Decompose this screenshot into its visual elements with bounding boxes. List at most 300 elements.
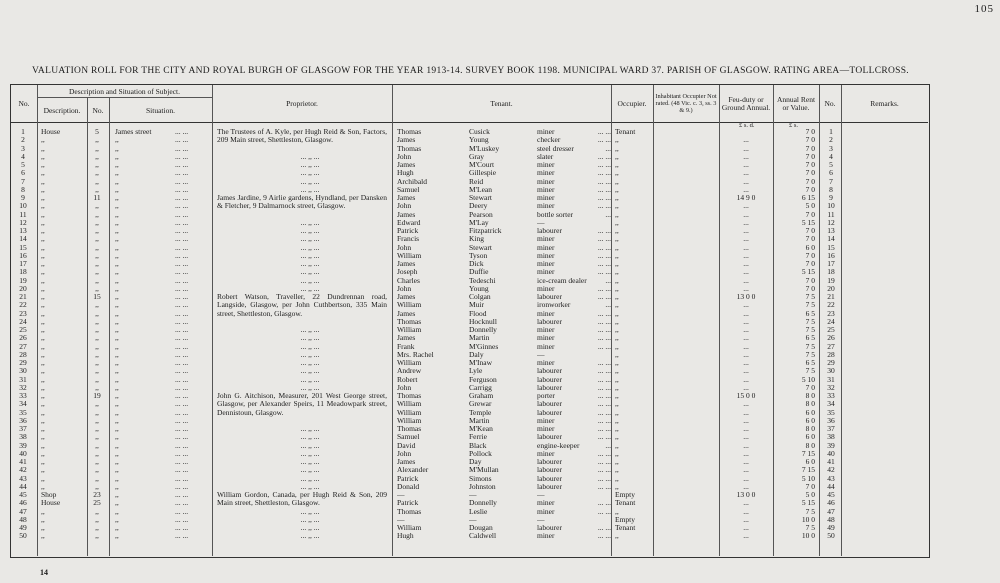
cell-occupation: miner	[537, 425, 555, 433]
cell-house-number: ,,	[95, 524, 99, 532]
cell-occupier: ,,	[615, 161, 619, 169]
header-proprietor: Proprietor.	[286, 98, 318, 108]
cell-description: ,,	[41, 375, 45, 384]
cell-row-number: 36	[19, 416, 27, 425]
cell-feu-duty: ...	[743, 243, 749, 252]
cell-dots: ... ...	[175, 433, 189, 442]
table-row	[11, 376, 928, 384]
cell-dots: ... ...	[597, 499, 611, 508]
cell-tenant-forename: Alexander	[397, 466, 429, 475]
cell-proprietor-ditto: ... ,, ...	[300, 268, 320, 277]
cell-description: ,,	[41, 276, 45, 285]
cell-dots: ... ...	[175, 169, 189, 178]
cell-row-number-right: 27	[827, 342, 835, 351]
table-row	[11, 458, 928, 466]
cell-row-number-right: 26	[827, 334, 835, 343]
cell-tenant-surname: Day	[469, 458, 482, 466]
cell-description: House	[41, 499, 61, 508]
cell-tenant-forename: Samuel	[397, 185, 420, 194]
cell-house-number: 23	[93, 491, 101, 499]
cell-feu-duty: ...	[743, 524, 749, 532]
cell-situation: ,,	[115, 491, 119, 499]
cell-occupation: miner	[537, 342, 555, 351]
cell-description: ,,	[41, 383, 45, 392]
cell-tenant-forename: Thomas	[397, 392, 422, 400]
cell-annual-value: 7 0	[805, 284, 815, 293]
cell-feu-duty: ...	[743, 400, 749, 409]
cell-annual-value: 7 0	[805, 235, 815, 244]
cell-feu-duty: ...	[743, 210, 749, 219]
cell-dots: ... ...	[175, 408, 189, 417]
cell-occupier: ,,	[615, 235, 619, 244]
cell-situation: ,,	[115, 392, 119, 400]
cell-dots: ... ...	[597, 466, 611, 475]
cell-row-number-right: 10	[827, 202, 835, 211]
cell-dots: ... ...	[175, 425, 189, 433]
cell-feu-duty: ...	[743, 161, 749, 169]
cell-tenant-forename: John	[397, 449, 412, 458]
cell-annual-value: 6 5	[805, 359, 815, 367]
cell-row-number-right: 40	[827, 449, 835, 458]
cell-dots: ... ...	[175, 152, 189, 161]
cell-house-number: 25	[93, 499, 101, 508]
table-row	[11, 450, 928, 458]
cell-tenant-surname: Young	[469, 136, 489, 145]
cell-annual-value: 5 10	[801, 375, 815, 384]
cell-occupation: ironworker	[537, 301, 571, 310]
cell-row-number: 20	[19, 284, 27, 293]
cell-proprietor-ditto: ... ,, ...	[300, 482, 320, 491]
cell-tenant-surname: Grewar	[469, 400, 492, 409]
cell-description: ,,	[41, 161, 45, 169]
cell-row-number: 49	[19, 524, 27, 532]
table-row	[11, 301, 928, 309]
cell-feu-duty: ...	[743, 416, 749, 425]
cell-annual-value: 6 5	[805, 309, 815, 318]
cell-occupation: labourer	[537, 458, 562, 466]
cell-situation: ,,	[115, 499, 119, 508]
header-feu: Feu-duty or Ground Annual.	[721, 94, 771, 112]
cell-feu-duty: ...	[743, 532, 749, 541]
cell-dots: ... ...	[597, 474, 611, 483]
cell-dots: ... ...	[175, 466, 189, 475]
cell-dots: ... ...	[175, 210, 189, 219]
cell-dots: ... ...	[597, 449, 611, 458]
table-row	[11, 178, 928, 186]
cell-dots: ... ...	[175, 128, 189, 136]
cell-description: ,,	[41, 449, 45, 458]
cell-annual-value: 7 0	[805, 161, 815, 169]
cell-situation: ,,	[115, 218, 119, 227]
cell-row-number: 30	[19, 367, 27, 376]
cell-house-number: ,,	[95, 532, 99, 541]
cell-annual-value: 7 0	[805, 251, 815, 260]
cell-description: ,,	[41, 301, 45, 310]
cell-situation: ,,	[115, 367, 119, 376]
cell-house-number: ,,	[95, 210, 99, 219]
cell-proprietor-ditto: ... ,, ...	[300, 326, 320, 334]
table-row	[11, 425, 928, 433]
cell-house-number: ,,	[95, 458, 99, 466]
cell-house-number: ,,	[95, 317, 99, 326]
cell-description: ,,	[41, 152, 45, 161]
cell-dots: ... ...	[597, 268, 611, 277]
cell-tenant-surname: King	[469, 235, 484, 244]
cell-dots: ... ...	[175, 194, 189, 202]
cell-row-number-right: 32	[827, 383, 835, 392]
cell-feu-duty: 14 9 0	[736, 194, 756, 202]
cell-row-number: 29	[19, 359, 27, 367]
cell-description: ,,	[41, 524, 45, 532]
cell-row-number: 45	[19, 491, 27, 499]
cell-occupier: ,,	[615, 276, 619, 285]
cell-dots: ... ...	[175, 309, 189, 318]
cell-description: ,,	[41, 144, 45, 153]
cell-tenant-surname: Dougan	[469, 524, 493, 532]
cell-feu-duty: ...	[743, 218, 749, 227]
cell-row-number: 13	[19, 227, 27, 235]
cell-tenant-forename: William	[397, 524, 422, 532]
cell-dots: ... ...	[175, 515, 189, 524]
header-description: Description.	[43, 105, 81, 115]
cell-house-number: ,,	[95, 301, 99, 310]
cell-tenant-forename: William	[397, 416, 422, 425]
cell-tenant-forename: Samuel	[397, 433, 420, 442]
cell-occupier: ,,	[615, 309, 619, 318]
cell-annual-value: 6 0	[805, 458, 815, 466]
cell-dots: ... ...	[175, 161, 189, 169]
cell-occupation: miner	[537, 268, 555, 277]
cell-tenant-surname: Deery	[469, 202, 488, 211]
cell-occupation: miner	[537, 251, 555, 260]
cell-description: ,,	[41, 334, 45, 343]
cell-occupier: ,,	[615, 293, 619, 301]
cell-tenant-forename: John	[397, 202, 412, 211]
cell-annual-value: 7 5	[805, 507, 815, 516]
cell-row-number: 37	[19, 425, 27, 433]
cell-description: ,,	[41, 202, 45, 211]
cell-situation: ,,	[115, 350, 119, 359]
cell-tenant-forename: Donald	[397, 482, 420, 491]
cell-proprietor-ditto: ... ,, ...	[300, 449, 320, 458]
cell-tenant-surname: M'Court	[469, 161, 495, 169]
cell-description: ,,	[41, 227, 45, 235]
cell-feu-duty: ...	[743, 317, 749, 326]
cell-tenant-forename: Patrick	[397, 474, 419, 483]
cell-proprietor-ditto: ... ,, ...	[300, 507, 320, 516]
cell-row-number-right: 35	[827, 408, 835, 417]
cell-occupier: ,,	[615, 218, 619, 227]
cell-row-number: 7	[21, 177, 25, 186]
cell-feu-duty: ...	[743, 433, 749, 442]
cell-dots: ... ...	[597, 128, 611, 136]
table-row	[11, 499, 928, 507]
cell-row-number-right: 17	[827, 260, 835, 268]
cell-annual-value: 5 0	[805, 491, 815, 499]
cell-feu-duty: ...	[743, 284, 749, 293]
cell-occupation: miner	[537, 169, 555, 178]
cell-house-number: ,,	[95, 202, 99, 211]
cell-house-number: ,,	[95, 177, 99, 186]
cell-occupation: labourer	[537, 524, 562, 532]
cell-description: ,,	[41, 293, 45, 301]
cell-tenant-surname: Donnelly	[469, 326, 497, 334]
cell-description: ,,	[41, 268, 45, 277]
cell-house-number: ,,	[95, 243, 99, 252]
table-row	[11, 285, 928, 293]
cell-tenant-forename: Joseph	[397, 268, 418, 277]
table-row	[11, 334, 928, 342]
cell-row-number: 50	[19, 532, 27, 541]
cell-house-number: ,,	[95, 284, 99, 293]
cell-row-number: 27	[19, 342, 27, 351]
cell-situation: ,,	[115, 194, 119, 202]
cell-row-number-right: 38	[827, 433, 835, 442]
cell-house-number: ,,	[95, 367, 99, 376]
cell-row-number: 33	[19, 392, 27, 400]
cell-house-number: ,,	[95, 449, 99, 458]
cell-row-number: 1	[21, 128, 25, 136]
cell-proprietor-ditto: ... ,, ...	[300, 276, 320, 285]
cell-occupier: ,,	[615, 449, 619, 458]
cell-tenant-surname: M'Lay	[469, 218, 489, 227]
cell-row-number-right: 33	[827, 392, 835, 400]
cell-occupier: ,,	[615, 260, 619, 268]
cell-proprietor-ditto: ... ,, ...	[300, 359, 320, 367]
cell-tenant-forename: William	[397, 326, 422, 334]
cell-row-number-right: 4	[829, 152, 833, 161]
cell-annual-value: 7 15	[801, 466, 815, 475]
cell-situation: ,,	[115, 268, 119, 277]
cell-row-number-right: 44	[827, 482, 835, 491]
cell-proprietor-ditto: ... ,, ...	[300, 458, 320, 466]
cell-dots: ... ...	[175, 350, 189, 359]
cell-dots: ... ...	[597, 260, 611, 268]
header-description-group: Description and Situation of Subject.	[68, 86, 181, 96]
cell-tenant-surname: Daly	[469, 350, 484, 359]
cell-house-number: ,,	[95, 218, 99, 227]
cell-annual-value: 7 0	[805, 177, 815, 186]
cell-house-number: 19	[93, 392, 101, 400]
cell-tenant-surname: Hocknull	[469, 317, 497, 326]
header-remarks: Remarks.	[870, 98, 899, 108]
cell-annual-value: 7 5	[805, 350, 815, 359]
cell-house-number: ,,	[95, 144, 99, 153]
cell-situation: ,,	[115, 408, 119, 417]
cell-occupation: labourer	[537, 293, 562, 301]
cell-dots: ... ...	[175, 243, 189, 252]
cell-tenant-forename: Patrick	[397, 499, 419, 508]
cell-dots: ... ...	[597, 416, 611, 425]
cell-occupier: ,,	[615, 507, 619, 516]
cell-occupier: ,,	[615, 185, 619, 194]
cell-feu-duty: ...	[743, 268, 749, 277]
proprietor-entry: John G. Aitchison, Measurer, 201 West George street, Glasgow, per Alexander Speirs, 11 Meadowpark street, Dennistoun, Glasgow.	[217, 391, 387, 417]
cell-dots: ... ...	[597, 235, 611, 244]
cell-occupation: miner	[537, 243, 555, 252]
cell-annual-value: 7 0	[805, 482, 815, 491]
cell-dots: ... ...	[175, 326, 189, 334]
cell-occupation: bottle sorter	[537, 210, 574, 219]
cell-feu-duty: 15 0 0	[736, 392, 756, 400]
cell-situation: ,,	[115, 474, 119, 483]
cell-dots: ... ...	[597, 185, 611, 194]
cell-dots: ... ...	[597, 458, 611, 466]
cell-tenant-surname: Colgan	[469, 293, 491, 301]
cell-annual-value: 7 0	[805, 169, 815, 178]
cell-house-number: ,,	[95, 152, 99, 161]
cell-row-number: 41	[19, 458, 27, 466]
cell-tenant-surname: Young	[469, 284, 489, 293]
cell-description: ,,	[41, 482, 45, 491]
table-row	[11, 466, 928, 474]
cell-feu-duty: ...	[743, 334, 749, 343]
cell-tenant-forename: James	[397, 210, 416, 219]
cell-dots: ... ...	[597, 375, 611, 384]
cell-occupier: ,,	[615, 474, 619, 483]
cell-feu-duty: ...	[743, 367, 749, 376]
page-heading: VALUATION ROLL FOR THE CITY AND ROYAL BURGH OF GLASGOW FOR THE YEAR 1913-14. SURVEY BOOK 1198. MUNICIPAL WARD 37. PARISH OF GLASGOW. RATING AREA—TOLLCROSS.	[32, 66, 909, 76]
cell-occupation: miner	[537, 449, 555, 458]
cell-situation: ,,	[115, 458, 119, 466]
header-rent: Annual Rent or Value.	[776, 94, 816, 112]
cell-dots: ... ...	[597, 177, 611, 186]
cell-situation: ,,	[115, 400, 119, 409]
cell-tenant-forename: James	[397, 194, 416, 202]
table-row	[11, 400, 928, 408]
cell-description: ,,	[41, 169, 45, 178]
cell-occupation: miner	[537, 194, 555, 202]
cell-occupier: Tenant	[615, 499, 636, 508]
cell-annual-value: 7 0	[805, 136, 815, 145]
table-row	[11, 235, 928, 243]
cell-situation: ,,	[115, 532, 119, 541]
cell-occupation: miner	[537, 177, 555, 186]
cell-occupation: —	[537, 491, 545, 499]
cell-tenant-forename: James	[397, 161, 416, 169]
cell-occupation: slater	[537, 152, 554, 161]
cell-occupation: labourer	[537, 383, 562, 392]
cell-tenant-surname: —	[469, 515, 477, 524]
cell-annual-value: 6 0	[805, 416, 815, 425]
cell-tenant-surname: Carrigg	[469, 383, 492, 392]
cell-occupier: ,,	[615, 136, 619, 145]
cell-proprietor-ditto: ... ,, ...	[300, 474, 320, 483]
cell-situation: ,,	[115, 326, 119, 334]
cell-proprietor-ditto: ... ,, ...	[300, 152, 320, 161]
cell-tenant-forename: William	[397, 400, 422, 409]
cell-proprietor-ditto: ... ,, ...	[300, 524, 320, 532]
cell-tenant-surname: Ferguson	[469, 375, 497, 384]
cell-occupier: ,,	[615, 326, 619, 334]
cell-proprietor-ditto: ... ,, ...	[300, 515, 320, 524]
cell-row-number: 11	[19, 210, 27, 219]
cell-proprietor-ditto: ... ,, ...	[300, 235, 320, 244]
cell-tenant-forename: John	[397, 152, 412, 161]
cell-feu-duty: ...	[743, 276, 749, 285]
cell-tenant-forename: John	[397, 284, 412, 293]
cell-tenant-surname: Stewart	[469, 194, 492, 202]
cell-tenant-surname: Lyle	[469, 367, 483, 376]
cell-occupier: ,,	[615, 334, 619, 343]
cell-situation: ,,	[115, 293, 119, 301]
cell-occupier: Tenant	[615, 128, 636, 136]
cell-occupation: miner	[537, 202, 555, 211]
cell-row-number-right: 24	[827, 317, 835, 326]
cell-proprietor-ditto: ... ,, ...	[300, 185, 320, 194]
cell-occupation: labourer	[537, 227, 562, 235]
cell-tenant-forename: Archibald	[397, 177, 427, 186]
cell-situation: ,,	[115, 177, 119, 186]
cell-row-number-right: 34	[827, 400, 835, 409]
cell-dots: ... ...	[175, 474, 189, 483]
cell-description: ,,	[41, 433, 45, 442]
header-occupier: Occupier.	[617, 98, 647, 108]
cell-occupation: miner	[537, 284, 555, 293]
cell-situation: ,,	[115, 161, 119, 169]
cell-dots: ... ...	[597, 342, 611, 351]
cell-occupation: checker	[537, 136, 561, 145]
cell-house-number: ,,	[95, 136, 99, 145]
cell-occupation: miner	[537, 161, 555, 169]
cell-dots: ... ...	[597, 482, 611, 491]
cell-situation: ,,	[115, 210, 119, 219]
table-row	[11, 277, 928, 285]
cell-situation: ,,	[115, 152, 119, 161]
cell-dots: ... ...	[175, 458, 189, 466]
proprietor-entry: Robert Watson, Traveller, 22 Dundrennan road, Langside, Glasgow, per John Cuthbertson, 335 Main street, Shettleston, Glasgow.	[217, 292, 387, 318]
cell-dots: ... ...	[597, 359, 611, 367]
cell-dots: ...	[605, 441, 611, 450]
cell-tenant-surname: Pollock	[469, 449, 492, 458]
cell-house-number: ,,	[95, 276, 99, 285]
cell-occupier: ,,	[615, 367, 619, 376]
cell-house-number: ,,	[95, 268, 99, 277]
cell-dots: ... ...	[597, 136, 611, 145]
cell-situation: ,,	[115, 425, 119, 433]
cell-annual-value: 6 5	[805, 334, 815, 343]
cell-feu-duty: ...	[743, 136, 749, 145]
cell-proprietor-ditto: ... ,, ...	[300, 251, 320, 260]
cell-description: ,,	[41, 284, 45, 293]
cell-dots: ... ...	[175, 227, 189, 235]
cell-occupier: ,,	[615, 268, 619, 277]
cell-occupation: steel dresser	[537, 144, 574, 153]
table-row	[11, 351, 928, 359]
cell-row-number: 21	[19, 293, 27, 301]
cell-row-number-right: 3	[829, 144, 833, 153]
cell-occupation: miner	[537, 532, 555, 541]
cell-dots: ... ...	[597, 433, 611, 442]
cell-annual-value: 7 5	[805, 326, 815, 334]
cell-situation: ,,	[115, 243, 119, 252]
cell-feu-duty: ...	[743, 449, 749, 458]
cell-occupation: miner	[537, 499, 555, 508]
cell-dots: ... ...	[175, 375, 189, 384]
cell-house-number: ,,	[95, 433, 99, 442]
cell-occupier: ,,	[615, 342, 619, 351]
cell-occupier: ,,	[615, 251, 619, 260]
cell-tenant-surname: Temple	[469, 408, 492, 417]
cell-situation: ,,	[115, 235, 119, 244]
cell-row-number-right: 37	[827, 425, 835, 433]
cell-row-number-right: 43	[827, 474, 835, 483]
cell-occupier: ,,	[615, 152, 619, 161]
cell-row-number-right: 21	[827, 293, 835, 301]
table-row	[11, 433, 928, 441]
cell-feu-duty: ...	[743, 342, 749, 351]
cell-house-number: ,,	[95, 350, 99, 359]
